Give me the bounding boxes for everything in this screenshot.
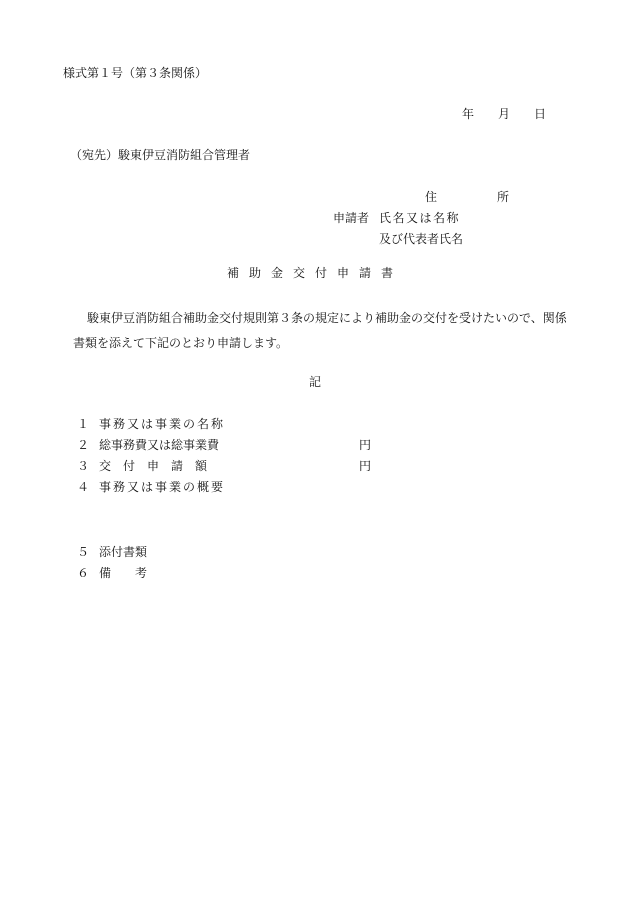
- representative-row: [333, 229, 509, 250]
- applicant-block: [333, 187, 509, 250]
- address-label-b: 所: [496, 190, 509, 204]
- item-number: ６: [77, 566, 90, 580]
- address-label: [379, 187, 509, 208]
- item-label: 事務又は事業の概要: [99, 480, 226, 494]
- item-label: 総事務費又は総事業費: [99, 438, 220, 452]
- list-item: [77, 477, 371, 498]
- item-number: ４: [77, 480, 90, 494]
- name-row: [333, 208, 509, 229]
- body-paragraph: 駿東伊豆消防組合補助金交付規則第３条の規定により補助金の交付を受けたいので、関係書類を添えて下記のとおり申請します。: [73, 311, 567, 350]
- item-list: [77, 414, 371, 498]
- item-number: １: [77, 417, 90, 431]
- applicant-role: 申請者: [333, 211, 370, 225]
- document-title: 補助金交付申請書: [226, 266, 403, 280]
- item-number: ５: [77, 545, 90, 559]
- item-number: ３: [77, 459, 90, 473]
- address-row: [333, 187, 509, 208]
- item-unit: 円: [359, 459, 372, 473]
- item-list-2: [77, 542, 359, 584]
- list-item: [77, 542, 359, 563]
- date-month: 月: [498, 107, 511, 121]
- list-item: [77, 456, 371, 477]
- item-label: 備 考: [99, 566, 148, 580]
- date-line: [462, 107, 546, 121]
- name-label: 氏名又は名称: [379, 211, 461, 225]
- representative-label: 及び代表者氏名: [379, 232, 464, 246]
- item-label: 交 付 申 請 額: [99, 459, 208, 473]
- addressee: （宛先）駿東伊豆消防組合管理者: [70, 148, 251, 162]
- item-label: 添付書類: [99, 545, 148, 559]
- date-year: 年: [462, 107, 475, 121]
- item-label: 事務又は事業の名称: [99, 417, 226, 431]
- ki-heading: 記: [308, 375, 321, 389]
- item-number: ２: [77, 438, 90, 452]
- form-number: 様式第１号（第３条関係）: [63, 66, 208, 80]
- address-label-a: 住: [425, 190, 438, 204]
- date-day: 日: [534, 107, 547, 121]
- list-item: [77, 435, 371, 456]
- item-unit: 円: [359, 438, 372, 452]
- list-item: [77, 563, 359, 584]
- list-item: [77, 414, 371, 435]
